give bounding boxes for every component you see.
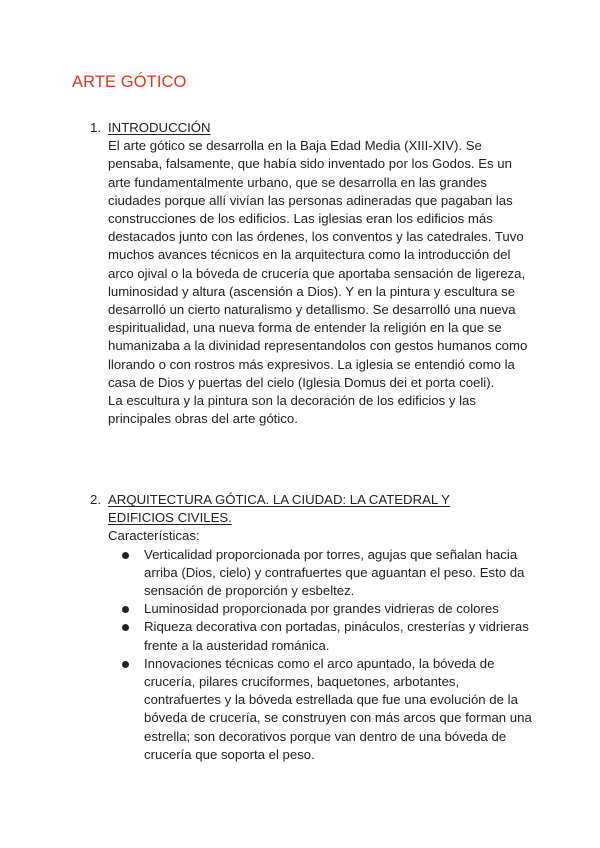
section-heading: ARQUITECTURA GÓTICA. LA CIUDAD: LA CATEDRAL Y EDIFICIOS CIVILES. [108, 492, 450, 526]
section-body [108, 491, 532, 764]
list-item: Innovaciones técnicas como el arco apuntado, la bóveda de crucería, pilares cruciformes, baquetones, arbotantes, contrafuertes y la bóveda estrellada que fue una evolución de la bóveda de crucería, se construyen con más arcos que forman una estrella; son decorativos porque van dentro de una bóveda de crucería que soporta el peso. [108, 655, 536, 764]
list-item: Riqueza decorativa con portadas, pináculos, cresterías y vidrieras frente a la austeridad románica. [108, 618, 536, 654]
document-title: ARTE GÓTICO [72, 73, 187, 91]
section-number: 2. [90, 492, 101, 507]
list-item: Verticalidad proporcionada por torres, agujas que señalan hacia arriba (Dios, cielo) y contrafuertes que aguantan el peso. Esto da sensación de proporción y esbeltez. [108, 546, 536, 601]
list-item: Luminosidad proporcionada por grandes vidrieras de colores [108, 600, 536, 618]
paragraph: La escultura y la pintura son la decoración de los edificios y las principales obras del arte gótico. [108, 393, 476, 427]
section-number: 1. [90, 120, 101, 135]
section-body [108, 119, 528, 428]
characteristics-list [108, 546, 532, 764]
section-heading: INTRODUCCIÓN [108, 120, 211, 135]
characteristics-label: Características: [108, 528, 200, 544]
paragraph: El arte gótico se desarrolla en la Baja Edad Media (XIII-XIV). Se pensaba, falsamente, que había sido inventado por los Godos. Es un arte fundamentalmente urbano, que se desarrolla en las grandes ciudades porque allí vivían las personas adineradas que pagaban las construcciones de los edificios. Las iglesias eran los edificios más destacados junto con las órdenes, los conventos y las catedrales. Tuvo muchos avances técnicos en la arquitectura como la introducción del arco ojival o la bóveda de crucería que aportaba sensación de ligereza, luminosidad y altura (ascensión a Dios). Y en la pintura y escultura se desarrolló un cierto naturalismo y detallismo. Se desarrolló una nueva espiritualidad, una nueva forma de entender la religión en la que se humanizaba a la divinidad representandolos con gestos humanos como llorando o con rostros más expresivos. La iglesia se entendió como la casa de Dios y puertas del cielo (Iglesia Domus dei et porta coeli). [108, 138, 528, 390]
